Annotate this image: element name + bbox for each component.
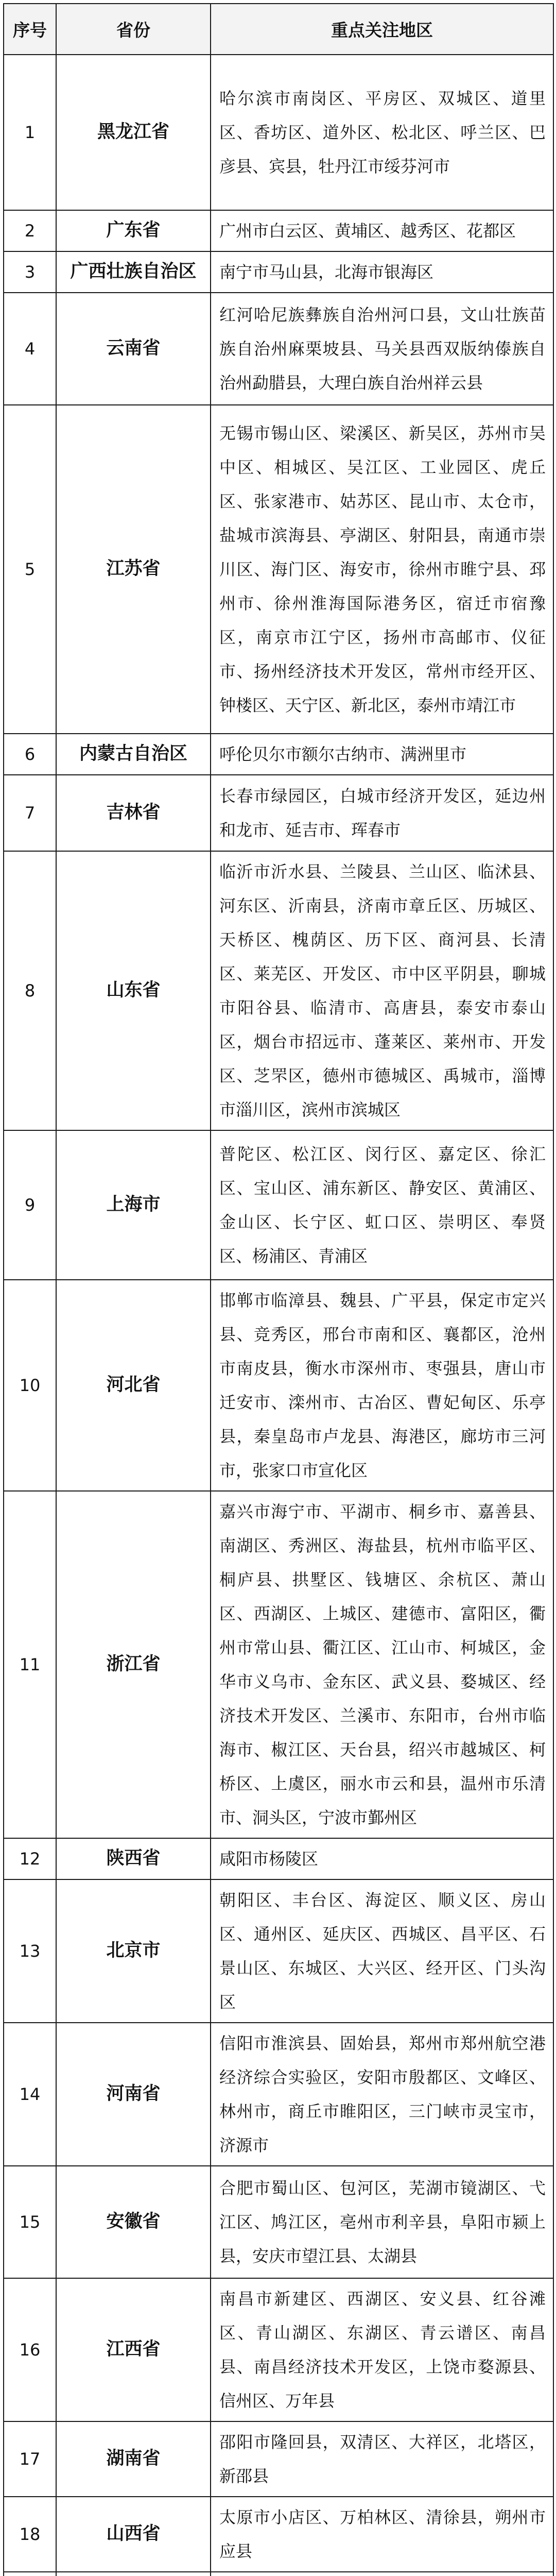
- row-province: 安徽省: [56, 2166, 211, 2278]
- row-province: [56, 2572, 211, 2576]
- row-province: 陕西省: [56, 1838, 211, 1879]
- row-province: 内蒙古自治区: [56, 734, 211, 775]
- header-index: 序号: [4, 4, 56, 55]
- table-row: [4, 1879, 553, 2023]
- row-area: 普陀区、松江区、闵行区、嘉定区、徐汇区、宝山区、浦东新区、静安区、黄浦区、金山区、长宁区、虹口区、崇明区、奉贤区、杨浦区、青浦区: [211, 1130, 553, 1280]
- header-area: 重点关注地区: [211, 4, 553, 55]
- table-row: [4, 251, 553, 293]
- table-row: [4, 405, 553, 734]
- row-province: 浙江省: [56, 1491, 211, 1838]
- table-row: [4, 1838, 553, 1879]
- table-row: [4, 775, 553, 851]
- row-index: 1: [4, 55, 56, 210]
- row-index: 15: [4, 2166, 56, 2278]
- row-area: 哈尔滨市南岗区、平房区、双城区、道里区、香坊区、道外区、松北区、呼兰区、巴彦县、宾县，牡丹江市绥芬河市: [211, 55, 553, 210]
- row-area: 邯郸市临漳县、魏县、广平县，保定市定兴县、竞秀区，邢台市南和区、襄都区，沧州市南皮县，衡水市深州市、枣强县，唐山市迁安市、滦州市、古冶区、曹妃甸区、乐亭县，秦皇岛市卢龙县、海港区，廊坊市三河市，张家口市宣化区: [211, 1280, 553, 1491]
- row-area: 红河哈尼族彝族自治州河口县，文山壮族苗族自治州麻栗坡县、马关县西双版纳傣族自治州勐腊县，大理白族自治州祥云县: [211, 293, 553, 405]
- row-area: 咸阳市杨陵区: [211, 1838, 553, 1879]
- row-province: 湖南省: [56, 2421, 211, 2497]
- row-index: 5: [4, 405, 56, 734]
- row-area: 合肥市蜀山区、包河区，芜湖市镜湖区、弋江区、鸠江区，亳州市利辛县，阜阳市颍上县，安庆市望江县、太湖县: [211, 2166, 553, 2278]
- table-row: [4, 2278, 553, 2421]
- row-province: 山西省: [56, 2497, 211, 2572]
- header-row: [4, 4, 553, 55]
- table-row: [4, 2572, 553, 2576]
- row-index: [4, 2572, 56, 2576]
- row-area: 呼伦贝尔市额尔古纳市、满洲里市: [211, 734, 553, 775]
- row-province: 山东省: [56, 851, 211, 1130]
- table-row: [4, 851, 553, 1130]
- table-row: [4, 2023, 553, 2166]
- row-area: 无锡市锡山区、梁溪区、新吴区，苏州市吴中区、相城区、吴江区、工业园区、虎丘区、张家港市、姑苏区、昆山市、太仓市，盐城市滨海县、亭湖区、射阳县，南通市崇川区、海门区、海安市，徐州市睢宁县、邳州市、徐州淮海国际港务区，宿迁市宿豫区，南京市江宁区，扬州市高邮市、仪征市、扬州经济技术开发区，常州市经开区、钟楼区、天宁区、新北区，泰州市靖江市: [211, 405, 553, 734]
- row-area: 邵阳市隆回县，双清区、大祥区，北塔区，新邵县: [211, 2421, 553, 2497]
- row-province: 江西省: [56, 2278, 211, 2421]
- row-index: 10: [4, 1280, 56, 1491]
- row-area: 广州市白云区、黄埔区、越秀区、花都区: [211, 210, 553, 251]
- row-index: 8: [4, 851, 56, 1130]
- row-area: 长春市绿园区，白城市经济开发区，延边州和龙市、延吉市、珲春市: [211, 775, 553, 851]
- row-index: 2: [4, 210, 56, 251]
- row-province: 广东省: [56, 210, 211, 251]
- row-index: 14: [4, 2023, 56, 2166]
- row-index: 9: [4, 1130, 56, 1280]
- row-index: 7: [4, 775, 56, 851]
- row-area: 朝阳区、丰台区、海淀区、顺义区、房山区、通州区、延庆区、西城区、昌平区、石景山区、东城区、大兴区、经开区、门头沟区: [211, 1879, 553, 2023]
- row-index: 18: [4, 2497, 56, 2572]
- table-row: [4, 55, 553, 210]
- row-province: 江苏省: [56, 405, 211, 734]
- row-area: 临沂市沂水县、兰陵县、兰山区、临沭县、河东区、沂南县，济南市章丘区、历城区、天桥区、槐荫区、历下区、商河县、长清区、莱芜区、开发区、市中区平阴县，聊城市阳谷县、临清市、高唐县，泰安市泰山区，烟台市招远市、蓬莱区、莱州市、开发区、芝罘区，德州市德城区、禹城市，淄博市淄川区，滨州市滨城区: [211, 851, 553, 1130]
- row-area: 信阳市淮滨县、固始县，郑州市郑州航空港经济综合实验区，安阳市殷都区、文峰区、林州市，商丘市睢阳区，三门峡市灵宝市，济源市: [211, 2023, 553, 2166]
- table-row: [4, 1130, 553, 1280]
- header-province: 省份: [56, 4, 211, 55]
- table-row: [4, 2166, 553, 2278]
- row-province: 云南省: [56, 293, 211, 405]
- table-row: [4, 2497, 553, 2572]
- row-area: 太原市小店区、万柏林区、清徐县，朔州市应县: [211, 2497, 553, 2572]
- row-province: 上海市: [56, 1130, 211, 1280]
- table-row: [4, 210, 553, 251]
- row-index: 13: [4, 1879, 56, 2023]
- focus-areas-table: [3, 3, 554, 2576]
- row-province: 河南省: [56, 2023, 211, 2166]
- row-index: 11: [4, 1491, 56, 1838]
- row-province: 广西壮族自治区: [56, 251, 211, 293]
- table-row: [4, 1491, 553, 1838]
- row-province: 吉林省: [56, 775, 211, 851]
- table-row: [4, 734, 553, 775]
- table-row: [4, 1280, 553, 1491]
- row-province: 北京市: [56, 1879, 211, 2023]
- row-index: 6: [4, 734, 56, 775]
- row-area: 嘉兴市海宁市、平湖市、桐乡市、嘉善县、南湖区、秀洲区、海盐县，杭州市临平区、桐庐县、拱墅区、钱塘区、余杭区、萧山区、西湖区、上城区、建德市、富阳区，衢州市常山县、衢江区、江山市、柯城区，金华市义乌市、金东区、武义县、婺城区、经济技术开发区、兰溪市、东阳市，台州市临海市、椒江区、天台县，绍兴市越城区、柯桥区、上虞区，丽水市云和县，温州市乐清市、洞头区，宁波市鄞州区: [211, 1491, 553, 1838]
- row-area: 南昌市新建区、西湖区、安义县、红谷滩区、青山湖区、东湖区、青云谱区、南昌县、南昌经济技术开发区，上饶市婺源县、信州区、万年县: [211, 2278, 553, 2421]
- row-index: 16: [4, 2278, 56, 2421]
- row-province: 黑龙江省: [56, 55, 211, 210]
- table-row: [4, 2421, 553, 2497]
- table-row: [4, 293, 553, 405]
- row-area: 南宁市马山县，北海市银海区: [211, 251, 553, 293]
- row-index: 4: [4, 293, 56, 405]
- row-index: 3: [4, 251, 56, 293]
- row-area: [211, 2572, 553, 2576]
- row-province: 河北省: [56, 1280, 211, 1491]
- row-index: 17: [4, 2421, 56, 2497]
- row-index: 12: [4, 1838, 56, 1879]
